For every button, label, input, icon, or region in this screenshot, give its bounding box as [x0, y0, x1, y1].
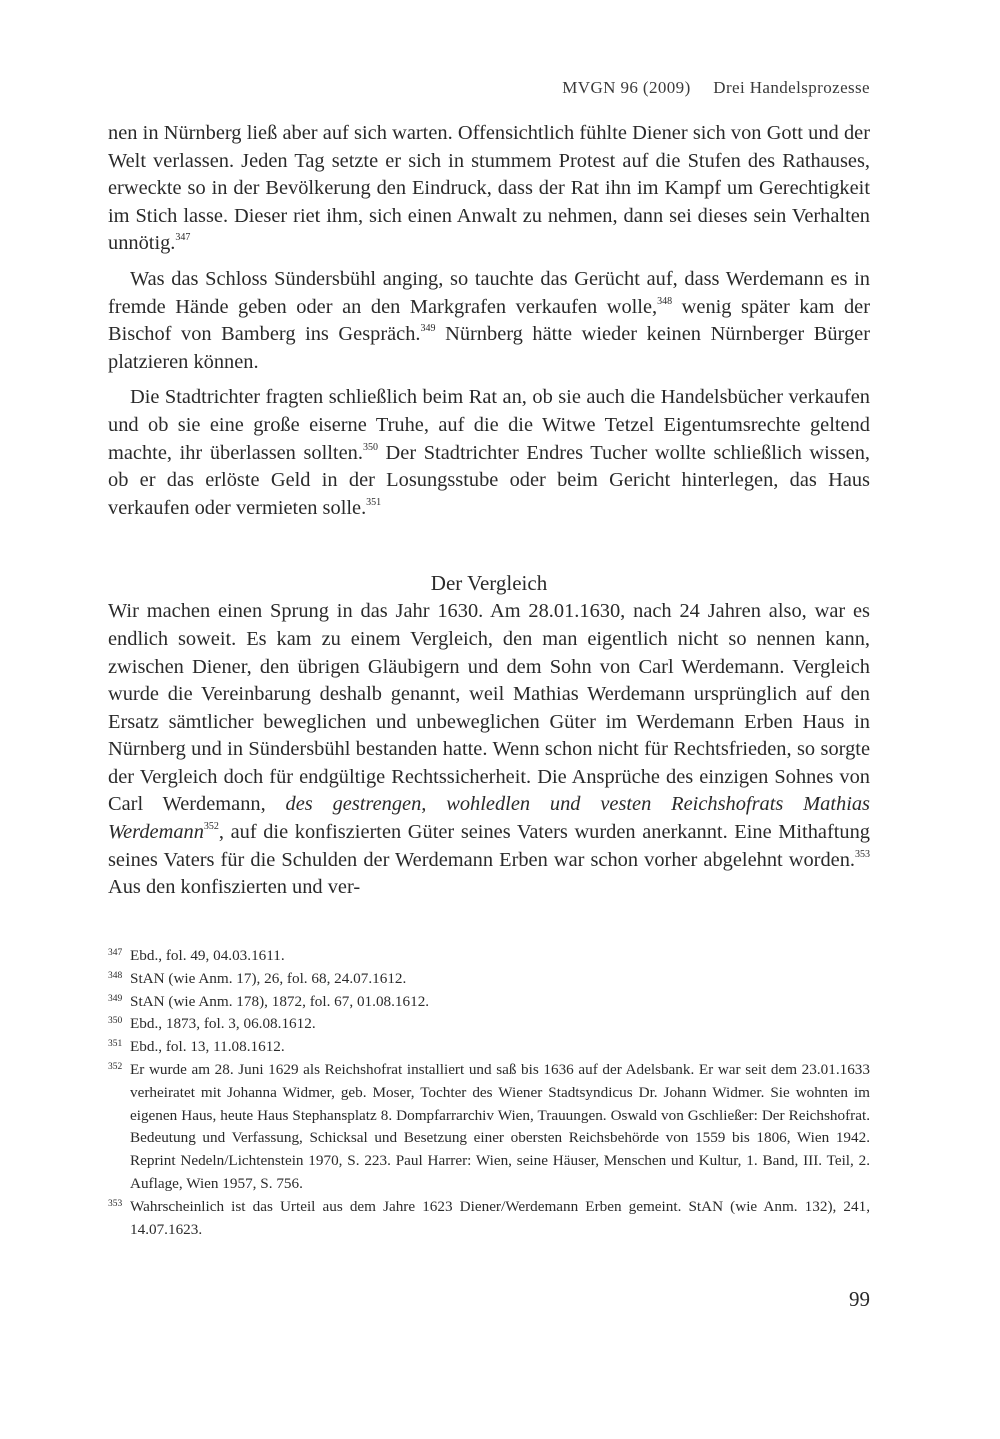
footnote-text: StAN (wie Anm. 17), 26, fol. 68, 24.07.1612. [130, 969, 407, 987]
footnote-ref-351[interactable]: 351 [366, 496, 382, 508]
italic-quote: des gestrengen, wohledlen und vesten Reichshofrats Mathias Werdemann [108, 793, 870, 844]
paragraph-1: nen in Nürnberg ließ aber auf sich warten. Offensichtlich fühlte Diener sich von Gott und der Welt verlassen. Jeden Tag setzte er sich in stummem Protest auf die Stufen des Rathauses, erweckte so in der Bevölkerung den Eindruck, dass der Rat ihn im Kampf um Gerechtigkeit im Stich lasse. Dieser riet ihm, sich einen Anwalt zu nehmen, dann sei dieses sein Verhalten unnötig.$^{347}$ [108, 122, 870, 255]
journal-citation: MVGN 96 (2009) [562, 78, 691, 97]
footnote-number: 351 [108, 1039, 123, 1050]
footnote-number: 353 [108, 1198, 123, 1209]
footnotes [108, 945, 870, 1241]
paragraph-3: Die Stadtrichter fragten schließlich beim Rat an, ob sie auch die Handelsbücher verkaufen und ob sie eine große eiserne Truhe, auf die die Witwe Tetzel Eigentumsrechte geltend machte, ihr überlassen sollten.$^{350}$ Der Stadtrichter Endres Tucher wollte schließlich wissen, ob er das erlöste Geld in der Losungsstube oder beim Gericht hinterlegen, das Haus verkaufen oder vermieten solle.$^{351}$ [108, 386, 870, 519]
footnote-text: Ebd., fol. 13, 11.08.1612. [130, 1038, 285, 1056]
footnote-ref-348[interactable]: 348 [657, 295, 673, 307]
footnote-ref-347[interactable]: 347 [175, 232, 191, 244]
footnote-text: Wahrscheinlich ist das Urteil aus dem Jahre 1623 Diener/Werdemann Erben gemeint. StAN (wie Anm. 132), 241, 14.07.1623. [130, 1197, 870, 1238]
footnote-ref-352[interactable]: 352 [203, 821, 219, 833]
footnote-text: Er wurde am 28. Juni 1629 als Reichshofrat installiert und saß bis 1636 auf der Adelsbank. Er war seit dem 23.01.1633 verheiratet mit Johanna Widmer, geb. Moser, Tochter des Wiener Stadtsyndicus Dr. Johann Widmer. Sie wohnten im eigenen Haus, heute Haus Stephansplatz 8. Dompfarrarchiv Wien, Trauungen. Oswald von Gschließer: Der Reichshofrat. Bedeutung und Verfassung, Schicksal und Besetzung einer obersten Reichsbehörde von 1559 bis 1806, Wien 1942. Reprint Nedeln/Lichtenstein 1970, S. 223. Paul Harrer: Wien, seine Häuser, Menschen und Kultur, 1. Band, III. Teil, 2. Auflage, Wien 1957, S. 756. [130, 1060, 870, 1192]
footnote-number: 349 [108, 993, 123, 1004]
paragraph-4: Wir machen einen Sprung in das Jahr 1630. Am 28.01.1630, nach 24 Jahren also, war es endlich soweit. Es kam zu einem Vergleich, den man eigentlich nicht so nennen kann, zwischen Diener, den übrigen Gläubigern und dem Sohn von Carl Werdemann. Vergleich wurde die Vereinbarung deshalb genannt, weil Mathias Werdemann ursprünglich auf den Ersatz sämtlicher beweglichen und unbeweglichen Güter im Werdemann Erben Haus in Nürnberg und in Sündersbühl bestanden hatte. Wenn schon nicht für Rechtsfrieden, so sorgte der Vergleich doch für endgültige Rechtssicherheit. Die Ansprüche des einzigen Sohnes von Carl Werdemann, des gestrengen, wohledlen und vesten Reichshofrats Mathias Werdemann$^{352}$, auf die konfiszierten Güter seines Vaters wurden anerkannt. Eine Mithaftung seines Vaters für die Schulden der Werdemann Erben war schon vorher abgelehnt worden.$^{353}$ Aus den konfiszierten und ver- [108, 600, 870, 899]
footnote-number: 348 [108, 970, 123, 981]
running-head [108, 78, 870, 98]
footnote-number: 347 [108, 948, 123, 958]
footnote-number: 352 [108, 1061, 123, 1072]
footnote-text: Ebd., 1873, fol. 3, 06.08.1612. [130, 1015, 316, 1033]
footnote-text: Ebd., fol. 49, 04.03.1611. [130, 947, 285, 964]
footnote [108, 968, 870, 991]
footnote [108, 1059, 870, 1196]
footnote-ref-350[interactable]: 350 [362, 441, 378, 453]
article-title: Drei Handelsprozesse [713, 78, 870, 97]
footnote [108, 1196, 870, 1242]
section-heading: Der Vergleich [430, 571, 548, 596]
footnote [108, 1013, 870, 1036]
footnote-text: StAN (wie Anm. 178), 1872, fol. 67, 01.08.1612. [130, 992, 430, 1010]
footnote-ref-353[interactable]: 353 [855, 848, 870, 860]
body-text [108, 120, 870, 902]
footnote [108, 1036, 870, 1059]
footnote-ref-349[interactable]: 349 [420, 323, 436, 335]
footnote [108, 945, 870, 968]
paragraph-2: Was das Schloss Sündersbühl anging, so tauchte das Gerücht auf, dass Werdemann es in fremde Hände geben oder an den Markgrafen verkaufen wolle,$^{348}$ wenig später kam der Bischof von Bamberg ins Gespräch.$^{349}$ Nürnberg hätte wieder keinen Nürnberger Bürger platzieren können. [108, 267, 870, 373]
footnote [108, 991, 870, 1014]
page-number: 99 [849, 1287, 870, 1311]
footnote-number: 350 [108, 1016, 123, 1027]
